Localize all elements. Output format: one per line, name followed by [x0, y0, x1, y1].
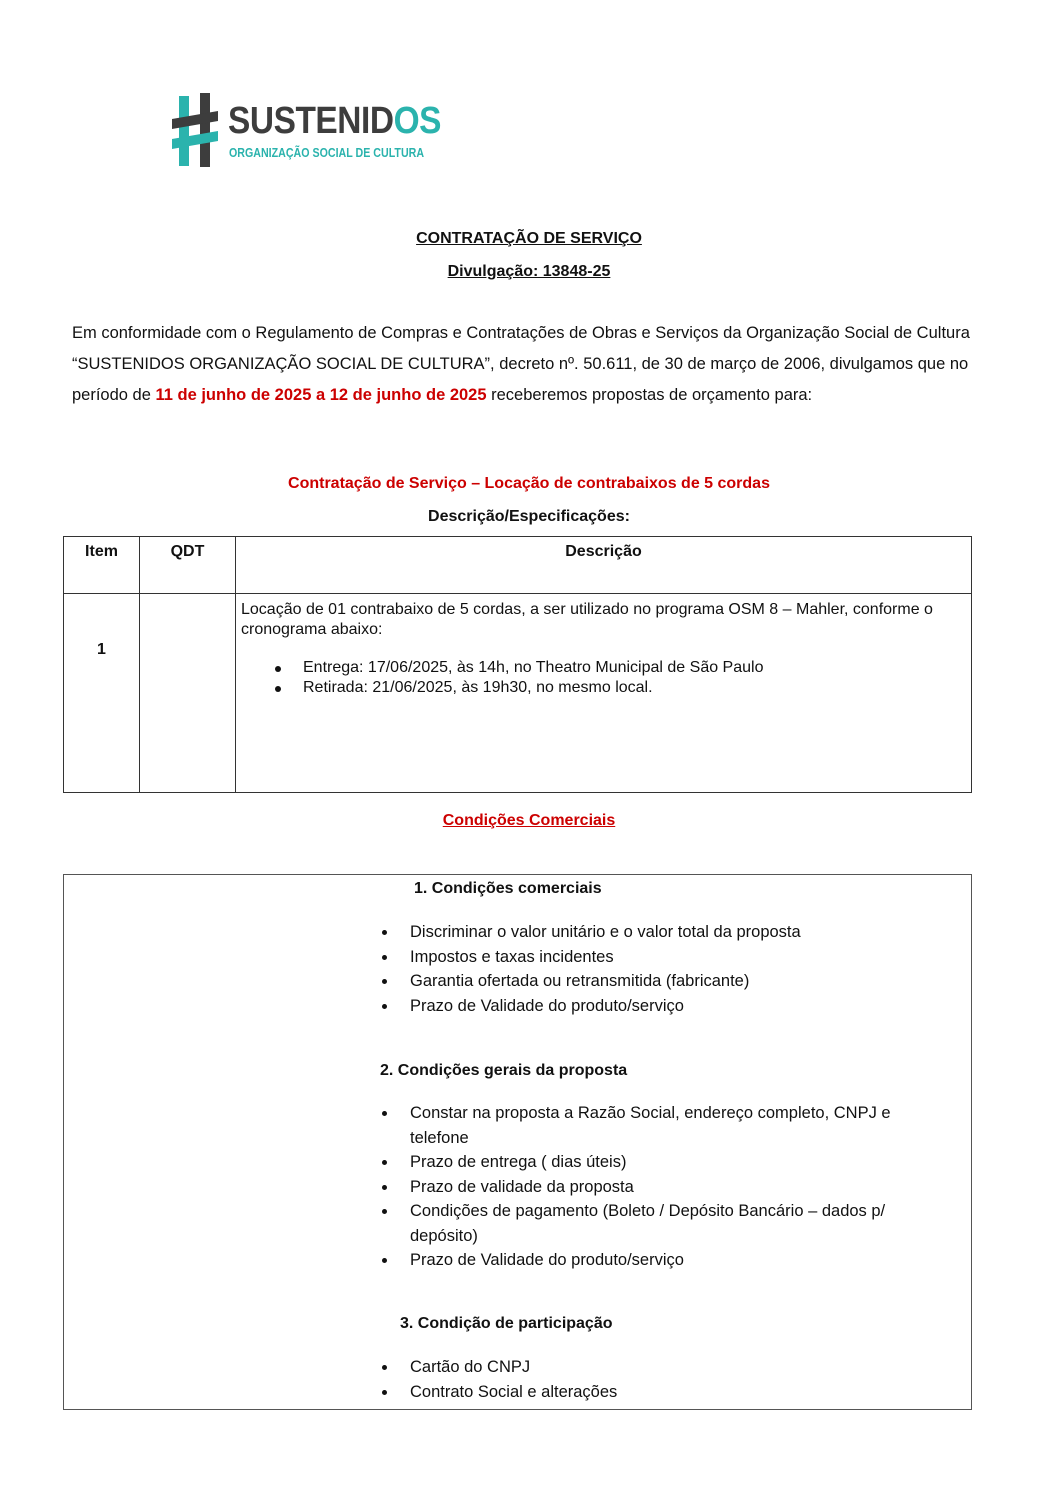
list-item: [410, 994, 940, 1019]
document-title: CONTRATAÇÃO DE SERVIÇO: [416, 230, 642, 247]
spec-title: Descrição/Especificações:: [428, 508, 630, 525]
description-bullets: [241, 658, 963, 698]
intro-text-end: receberemos propostas de orçamento para:: [486, 386, 813, 404]
bullet-icon: [382, 1160, 387, 1165]
bullet-icon: [382, 1004, 387, 1009]
intro-period-highlight: 11 de junho de 2025 a 12 de junho de 2025: [155, 386, 487, 404]
description-text: Locação de 01 contrabaixo de 5 cordas, a ser utilizado no programa OSM 8 – Mahler, conforme o cronograma abaixo:: [241, 601, 933, 638]
table-header-row: [64, 537, 972, 594]
service-title: Contratação de Serviço – Locação de contrabaixos de 5 cordas: [288, 475, 770, 492]
item-number: 1: [97, 641, 106, 658]
section-1-title: 1. Condições comerciais: [414, 880, 602, 897]
list-item: [303, 678, 963, 698]
section-2-list: [410, 1101, 940, 1273]
logo-wordmark-accent: OS: [393, 100, 442, 142]
list-item: [410, 945, 940, 970]
list-item: [410, 1248, 940, 1273]
table-row: [64, 594, 972, 793]
items-table: [63, 536, 972, 793]
bullet-text: Retirada: 21/06/2025, às 19h30, no mesmo local.: [303, 679, 653, 696]
list-item-text: Prazo de Validade do produto/serviço: [410, 996, 684, 1015]
list-item: [410, 1199, 940, 1248]
bullet-icon: [382, 1390, 387, 1395]
list-item: [410, 1175, 940, 1200]
list-item-text: Discriminar o valor unitário e o valor total da proposta: [410, 923, 801, 941]
sustenidos-logo: [172, 93, 442, 171]
cell-item: [64, 594, 140, 793]
bullet-icon: [382, 930, 387, 935]
list-item: [410, 1355, 940, 1380]
bullet-icon: [382, 955, 387, 960]
list-item-text: Prazo de entrega ( dias úteis): [410, 1153, 627, 1171]
bullet-text: Entrega: 17/06/2025, às 14h, no Theatro Municipal de São Paulo: [303, 659, 764, 676]
header-qdt: QDT: [140, 537, 236, 594]
bullet-icon: [382, 1258, 387, 1263]
list-item-text: Constar na proposta a Razão Social, endereço completo, CNPJ e telefone: [410, 1104, 891, 1147]
bullet-icon: [275, 686, 281, 692]
hash-logo-icon: [172, 93, 228, 171]
bullet-icon: [275, 666, 281, 672]
conditions-box: [63, 874, 972, 1410]
bullet-icon: [382, 979, 387, 984]
list-item: [410, 1101, 940, 1150]
document-subtitle: Divulgação: 13848-25: [447, 263, 611, 280]
header-item: Item: [64, 537, 140, 594]
conditions-heading: Condições Comerciais: [442, 812, 616, 829]
bullet-icon: [382, 1365, 387, 1370]
list-item: [303, 658, 963, 678]
bullet-icon: [382, 1111, 387, 1116]
section-2-title: 2. Condições gerais da proposta: [380, 1062, 628, 1079]
list-item: [410, 969, 940, 994]
header-description: Descrição: [236, 537, 972, 594]
list-item-text: Condições de pagamento (Boleto / Depósito Bancário – dados p/ depósito): [410, 1202, 886, 1245]
logo-subtitle: ORGANIZAÇÃO SOCIAL DE CULTURA: [229, 145, 425, 160]
list-item-text: Cartão do CNPJ: [410, 1358, 531, 1376]
logo-wordmark-main: SUSTENID: [228, 100, 394, 142]
list-item: [410, 1150, 940, 1175]
bullet-icon: [382, 1209, 387, 1214]
cell-qdt: [140, 594, 236, 793]
list-item: [410, 920, 940, 945]
section-3-title: 3. Condição de participação: [400, 1315, 613, 1332]
list-item-text: Contrato Social e alterações: [410, 1382, 618, 1401]
intro-text-start: Em conformidade com o Regulamento de Compras e Contratações de Obras e Serviços da Organização Social de Cultura “SUSTENIDOS ORGANIZAÇÃO SOCIAL DE CULTURA”, decreto nº. 50.611, de 30 de março de 2006, divulgamos que no período de: [72, 324, 970, 404]
list-item-text: Garantia ofertada ou retransmitida (fabricante): [410, 972, 750, 990]
logo-wordmark: [228, 101, 441, 141]
list-item-text: Impostos e taxas incidentes: [410, 947, 614, 966]
section-3-list: [410, 1355, 940, 1404]
bullet-icon: [382, 1185, 387, 1190]
section-1-list: [410, 920, 940, 1018]
cell-description: [236, 594, 972, 793]
list-item: [410, 1380, 940, 1405]
intro-paragraph: [72, 318, 987, 411]
list-item-text: Prazo de Validade do produto/serviço: [410, 1251, 684, 1269]
list-item-text: Prazo de validade da proposta: [410, 1177, 634, 1196]
